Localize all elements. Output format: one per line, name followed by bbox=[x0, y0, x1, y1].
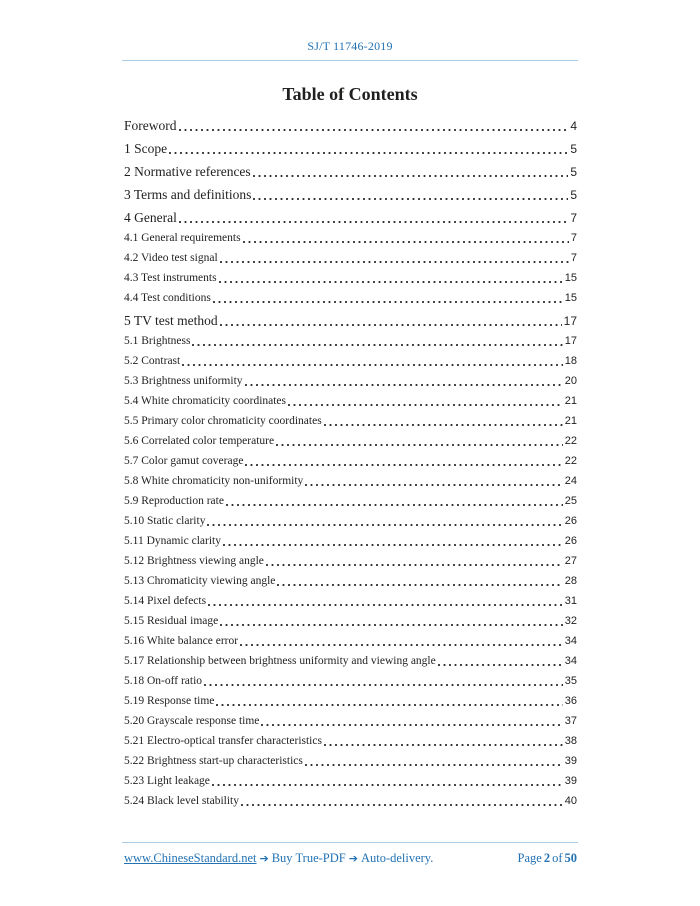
toc-leader-dots bbox=[261, 711, 562, 731]
toc-leader-dots bbox=[219, 268, 563, 288]
toc-entry bbox=[124, 116, 577, 136]
toc-entry bbox=[124, 288, 577, 308]
toc-leader-dots bbox=[213, 288, 563, 308]
toc-leader-dots bbox=[220, 248, 569, 268]
toc-entry-page: 34 bbox=[564, 635, 577, 647]
footer-page-indicator bbox=[516, 849, 577, 867]
toc-entry-page: 28 bbox=[564, 575, 577, 587]
toc-leader-dots bbox=[245, 451, 562, 471]
toc-entry-page: 7 bbox=[570, 232, 577, 244]
toc-entry-page: 31 bbox=[564, 595, 577, 607]
toc-entry bbox=[124, 311, 577, 331]
toc-entry bbox=[124, 471, 577, 491]
toc-entry-label: 5.22 Brightness start-up characteristics bbox=[124, 755, 303, 767]
toc-entry-page: 15 bbox=[564, 272, 577, 284]
toc-leader-dots bbox=[216, 691, 562, 711]
toc-leader-dots bbox=[324, 731, 563, 751]
toc-entry bbox=[124, 268, 577, 288]
toc-entry-page: 5 bbox=[570, 142, 577, 156]
toc-entry bbox=[124, 651, 577, 671]
toc-entry-page: 27 bbox=[564, 555, 577, 567]
toc-entry-page: 24 bbox=[564, 475, 577, 487]
toc-entry-page: 17 bbox=[564, 335, 577, 347]
footer-buy-text: Buy True-PDF bbox=[271, 851, 346, 865]
toc-entry-page: 37 bbox=[564, 715, 577, 727]
toc-leader-dots bbox=[288, 391, 563, 411]
toc-entry-label: 5.9 Reproduction rate bbox=[124, 495, 224, 507]
toc-leader-dots bbox=[245, 371, 563, 391]
toc-leader-dots bbox=[182, 351, 563, 371]
toc-entry-page: 5 bbox=[570, 188, 577, 202]
toc-entry-page: 21 bbox=[564, 395, 577, 407]
toc-entry-label: Foreword bbox=[124, 118, 177, 133]
toc-entry-page: 38 bbox=[564, 735, 577, 747]
toc-leader-dots bbox=[220, 611, 563, 631]
toc-entry-label: 5.10 Static clarity bbox=[124, 515, 206, 527]
of-label: of bbox=[552, 851, 563, 865]
toc-entry-label: 5.18 On-off ratio bbox=[124, 675, 203, 687]
toc-entry-label: 5.3 Brightness uniformity bbox=[124, 375, 243, 387]
toc-leader-dots bbox=[207, 511, 562, 531]
toc-entry-page: 32 bbox=[564, 615, 577, 627]
footer-delivery-text: Auto-delivery. bbox=[360, 851, 434, 865]
toc-entry-page: 35 bbox=[564, 675, 577, 687]
footer-site-link[interactable]: www.ChineseStandard.net bbox=[124, 851, 257, 865]
arrow-icon: ➔ bbox=[259, 852, 269, 865]
toc-entry-label: 4 General bbox=[124, 210, 177, 225]
toc-entry bbox=[124, 591, 577, 611]
toc-entry bbox=[124, 611, 577, 631]
toc-leader-dots bbox=[226, 491, 563, 511]
toc-entry-label: 5.8 White chromaticity non-uniformity bbox=[124, 475, 304, 487]
toc-entry-label: 5.2 Contrast bbox=[124, 355, 181, 367]
toc-entry-label: 4.2 Video test signal bbox=[124, 252, 218, 264]
toc-leader-dots bbox=[438, 651, 563, 671]
toc-entry-label: 4.4 Test conditions bbox=[124, 292, 211, 304]
toc-entry-page: 4 bbox=[570, 119, 577, 133]
toc-entry bbox=[124, 791, 577, 811]
toc-entry bbox=[124, 511, 577, 531]
toc-entry bbox=[124, 531, 577, 551]
toc-entry-page: 20 bbox=[564, 375, 577, 387]
toc-leader-dots bbox=[305, 751, 563, 771]
toc-entry bbox=[124, 671, 577, 691]
toc-entry bbox=[124, 228, 577, 248]
page-current: 2 bbox=[543, 851, 551, 865]
toc-entry-page: 25 bbox=[564, 495, 577, 507]
toc-entry-page: 40 bbox=[564, 795, 577, 807]
toc-entry-label: 5.24 Black level stability bbox=[124, 795, 239, 807]
toc-list bbox=[124, 116, 577, 811]
toc-entry-label: 5.16 White balance error bbox=[124, 635, 239, 647]
toc-entry bbox=[124, 371, 577, 391]
toc-leader-dots bbox=[220, 311, 562, 331]
toc-entry-page: 18 bbox=[564, 355, 577, 367]
footer bbox=[124, 849, 577, 868]
toc-entry bbox=[124, 771, 577, 791]
toc-entry-label: 5.19 Response time bbox=[124, 695, 215, 707]
toc-entry-label: 5.13 Chromaticity viewing angle bbox=[124, 575, 276, 587]
toc-entry-label: 4.3 Test instruments bbox=[124, 272, 217, 284]
toc-entry-page: 22 bbox=[564, 455, 577, 467]
toc-leader-dots bbox=[305, 471, 562, 491]
toc-entry-label: 5.1 Brightness bbox=[124, 335, 191, 347]
toc-entry-label: 5 TV test method bbox=[124, 313, 218, 328]
toc-leader-dots bbox=[266, 551, 563, 571]
toc-entry bbox=[124, 431, 577, 451]
toc-entry bbox=[124, 451, 577, 471]
toc-leader-dots bbox=[243, 228, 569, 248]
toc-entry bbox=[124, 411, 577, 431]
toc-entry bbox=[124, 631, 577, 651]
toc-entry bbox=[124, 139, 577, 159]
toc-entry-label: 5.17 Relationship between brightness uniformity and viewing angle bbox=[124, 655, 436, 667]
toc-entry-label: 5.23 Light leakage bbox=[124, 775, 210, 787]
toc-entry bbox=[124, 711, 577, 731]
toc-entry-label: 5.4 White chromaticity coordinates bbox=[124, 395, 287, 407]
toc-entry-page: 22 bbox=[564, 435, 577, 447]
page-label: Page bbox=[517, 851, 542, 865]
toc-entry-page: 7 bbox=[570, 252, 577, 264]
toc-entry-label: 5.12 Brightness viewing angle bbox=[124, 555, 264, 567]
toc-entry-label: 5.14 Pixel defects bbox=[124, 595, 207, 607]
toc-entry bbox=[124, 691, 577, 711]
toc-entry bbox=[124, 551, 577, 571]
toc-entry bbox=[124, 162, 577, 182]
toc-entry-page: 39 bbox=[564, 755, 577, 767]
toc-leader-dots bbox=[223, 531, 563, 551]
toc-leader-dots bbox=[253, 185, 568, 205]
toc-leader-dots bbox=[169, 139, 568, 159]
toc-entry bbox=[124, 571, 577, 591]
toc-entry-page: 21 bbox=[564, 415, 577, 427]
page-title: Table of Contents bbox=[282, 84, 418, 104]
toc-entry-page: 36 bbox=[564, 695, 577, 707]
footer-tagline bbox=[124, 849, 433, 868]
toc-entry-page: 7 bbox=[570, 211, 577, 225]
toc-entry bbox=[124, 391, 577, 411]
toc-entry-page: 34 bbox=[564, 655, 577, 667]
toc-entry-label: 5.7 Color gamut coverage bbox=[124, 455, 244, 467]
toc-entry bbox=[124, 331, 577, 351]
toc-entry-label: 5.20 Grayscale response time bbox=[124, 715, 260, 727]
toc-entry-label: 5.15 Residual image bbox=[124, 615, 219, 627]
toc-entry bbox=[124, 208, 577, 228]
toc-leader-dots bbox=[277, 571, 562, 591]
toc-entry-label: 4.1 General requirements bbox=[124, 232, 241, 244]
toc-leader-dots bbox=[276, 431, 563, 451]
toc-entry bbox=[124, 248, 577, 268]
toc-entry-page: 5 bbox=[570, 165, 577, 179]
toc-leader-dots bbox=[204, 671, 563, 691]
page-total: 50 bbox=[564, 851, 577, 865]
toc-entry-label: 5.21 Electro-optical transfer characteristics bbox=[124, 735, 322, 747]
toc-entry-label: 2 Normative references bbox=[124, 164, 251, 179]
toc-entry-page: 26 bbox=[564, 535, 577, 547]
toc-leader-dots bbox=[208, 591, 563, 611]
toc-leader-dots bbox=[324, 411, 563, 431]
header-rule bbox=[122, 60, 578, 61]
toc-entry-label: 3 Terms and definitions bbox=[124, 187, 252, 202]
toc-entry-label: 5.11 Dynamic clarity bbox=[124, 535, 221, 547]
toc-entry-page: 26 bbox=[564, 515, 577, 527]
toc-entry-page: 15 bbox=[564, 292, 577, 304]
toc-entry-page: 17 bbox=[563, 314, 577, 328]
toc-entry-page: 39 bbox=[564, 775, 577, 787]
toc-entry-label: 5.5 Primary color chromaticity coordinates bbox=[124, 415, 322, 427]
toc-entry-label: 1 Scope bbox=[124, 141, 168, 156]
toc-leader-dots bbox=[240, 631, 563, 651]
toc-entry-label: 5.6 Correlated color temperature bbox=[124, 435, 275, 447]
toc-entry bbox=[124, 751, 577, 771]
toc-leader-dots bbox=[179, 208, 568, 228]
arrow-icon: ➔ bbox=[348, 852, 358, 865]
toc-leader-dots bbox=[212, 771, 563, 791]
toc-entry bbox=[124, 491, 577, 511]
footer-rule bbox=[122, 842, 578, 843]
toc-entry bbox=[124, 731, 577, 751]
toc-entry bbox=[124, 185, 577, 205]
toc-leader-dots bbox=[192, 331, 562, 351]
toc-leader-dots bbox=[241, 791, 563, 811]
toc-entry bbox=[124, 351, 577, 371]
header-doc-number: SJ/T 11746-2019 bbox=[307, 39, 393, 53]
toc-leader-dots bbox=[253, 162, 569, 182]
toc-leader-dots bbox=[179, 116, 569, 136]
